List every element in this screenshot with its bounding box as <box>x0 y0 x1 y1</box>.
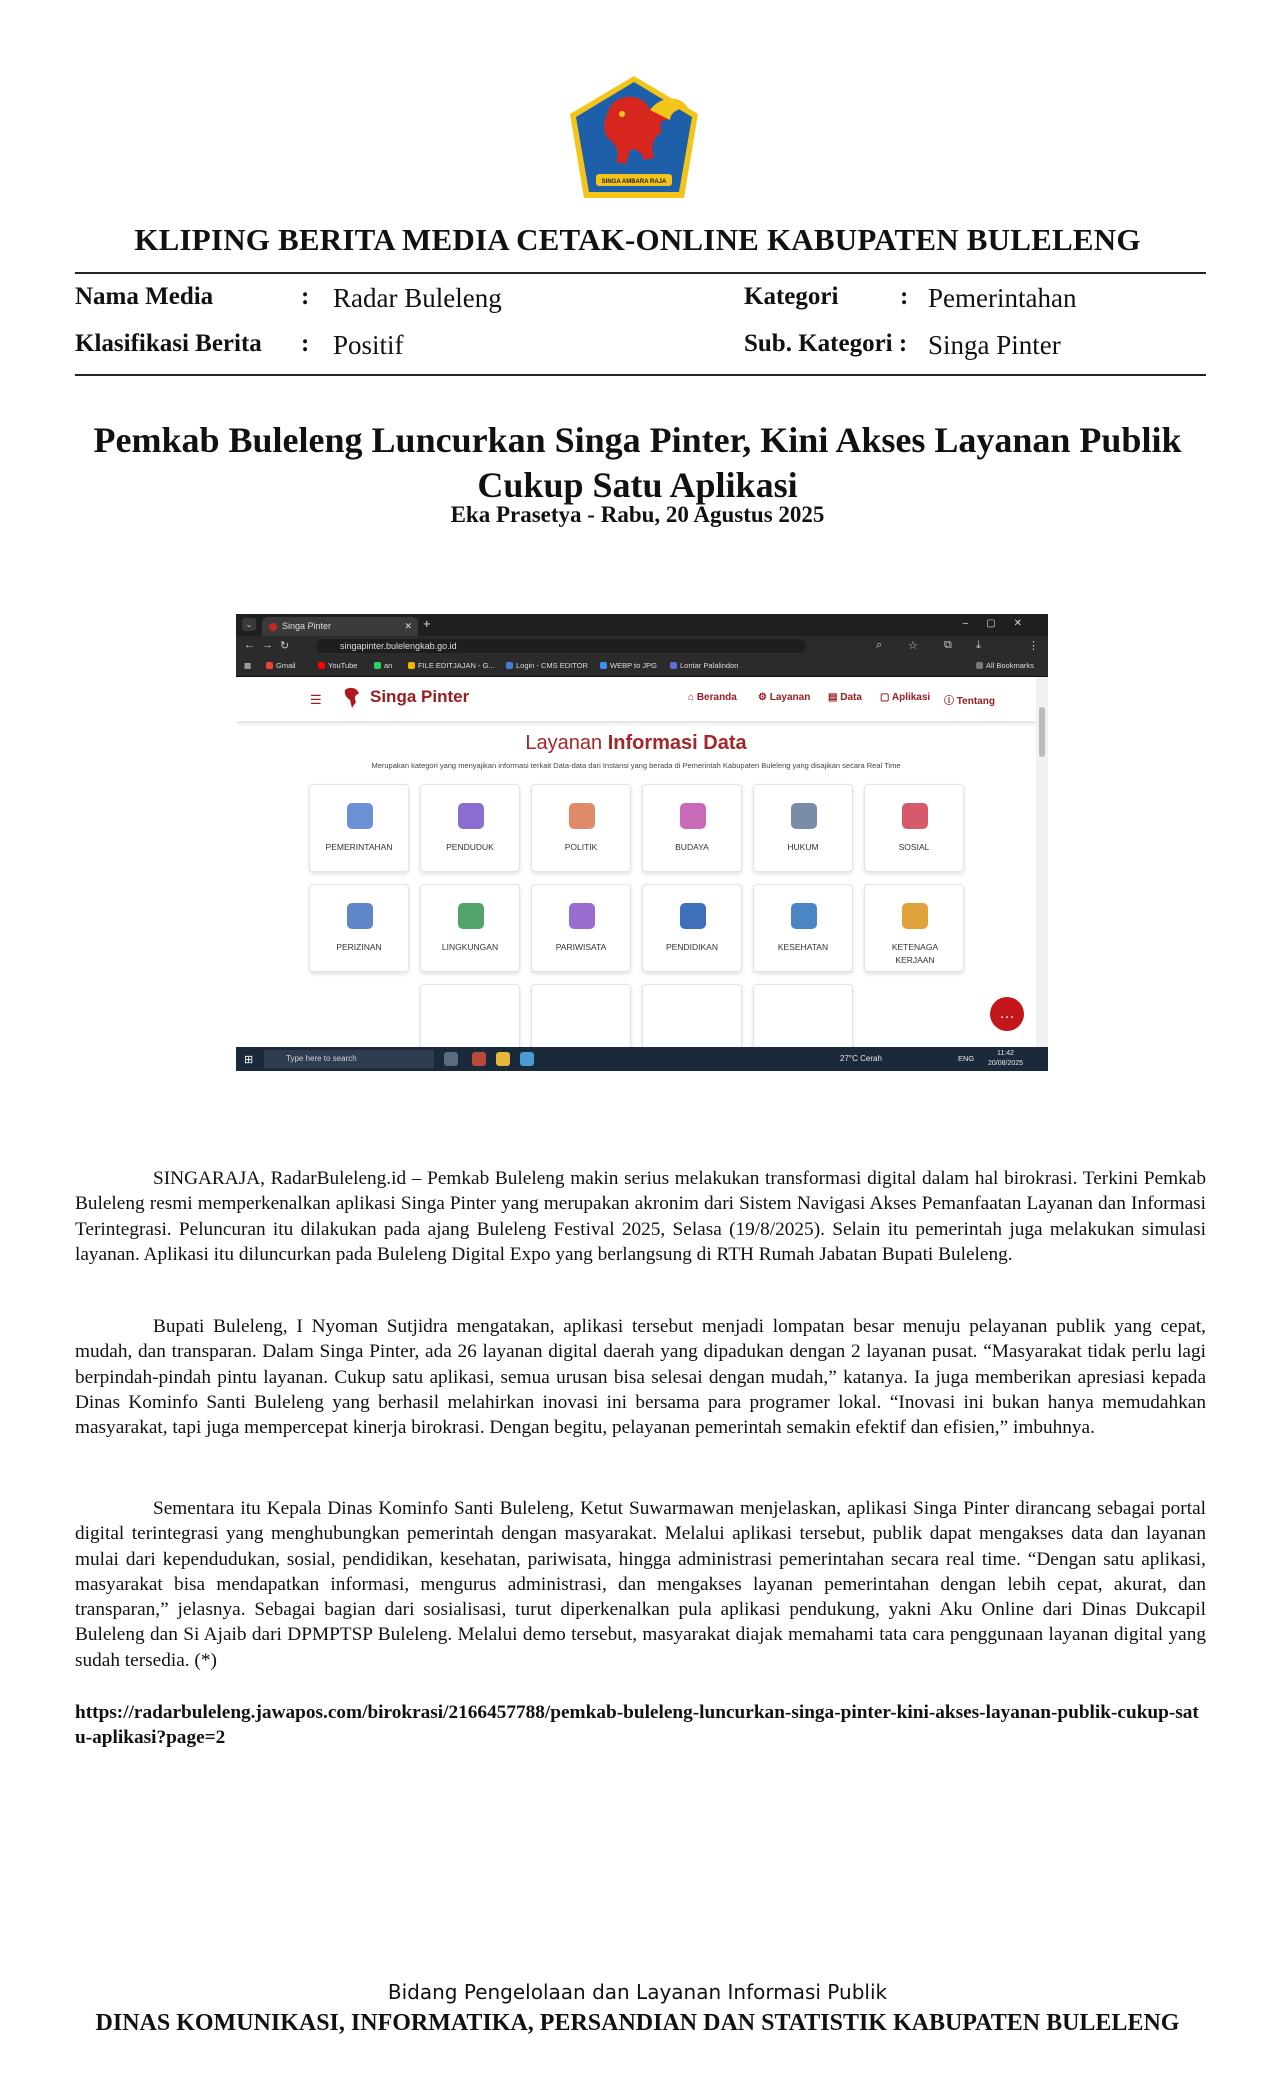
download-icon[interactable]: ⤓ <box>976 639 981 651</box>
source-link[interactable]: https://radarbuleleng.jawapos.com/birokrasi/2166457788/pemkab-buleleng-luncurkan-singa-pinter-kini-akses-layanan-publik-cukup-satu-aplikasi?page=2 <box>75 1702 1199 1748</box>
site-header <box>236 677 1036 721</box>
taskbar-search-input[interactable]: Type here to search <box>264 1050 434 1068</box>
store-app-icon[interactable] <box>520 1052 534 1066</box>
bookmark-label: Lontar Palalindon <box>680 661 739 670</box>
card-pariwisata[interactable] <box>531 884 631 972</box>
podium-icon <box>569 803 595 829</box>
bookmark-item[interactable] <box>506 661 588 670</box>
clock-time: 11:42 <box>997 1050 1015 1057</box>
nav-label: Beranda <box>696 692 737 703</box>
card-label: KESEHATAN <box>777 942 829 952</box>
browser-tabbar <box>236 614 1048 636</box>
nav-label: Data <box>840 692 862 703</box>
explorer-app-icon[interactable] <box>496 1052 510 1066</box>
task-view-icon[interactable] <box>444 1052 458 1066</box>
handshake-icon <box>902 803 928 829</box>
card-label: PENDIDIKAN <box>666 942 718 952</box>
nav-aplikasi[interactable]: ▢ Aplikasi <box>880 692 931 703</box>
window-controls-icon[interactable]: –▢✕ <box>962 618 1040 629</box>
footer-department: Bidang Pengelolaan dan Layanan Informasi Publik <box>387 1980 888 2004</box>
card-kesehatan[interactable] <box>753 884 853 972</box>
card-label: KETENAGA KERJAAN <box>891 942 939 965</box>
clock-date: 20/08/2025 <box>988 1060 1024 1067</box>
bookmark-item[interactable] <box>670 661 738 670</box>
back-icon[interactable]: ← <box>244 639 255 651</box>
bookmark-label: Gmail <box>276 661 296 670</box>
globe-icon <box>458 903 484 929</box>
scrollbar-thumb[interactable] <box>1039 707 1045 757</box>
bookmark-label: WEBP to JPG <box>610 661 657 670</box>
page-scrollbar[interactable] <box>1036 677 1048 1047</box>
nav-layanan[interactable]: ⚙ Layanan <box>758 692 811 703</box>
card-label: PENDUDUK <box>446 842 494 852</box>
browser-tab[interactable] <box>262 617 418 636</box>
map-pin-icon <box>569 903 595 929</box>
footer-agency: DINAS KOMUNIKASI, INFORMATIKA, PERSANDIAN DAN STATISTIK KABUPATEN BULELENG <box>95 2010 1180 2036</box>
logo-motto: SINGA AMBARA RAJA <box>601 179 667 185</box>
article-paragraph: SINGARAJA, RadarBuleleng.id – Pemkab Buleleng makin serius melakukan transformasi digital dalam hal birokrasi. Terkini Pemkab Buleleng resmi memperkenalkan aplikasi Singa Pinter yang merupakan akronim dari Sistem Navigasi Akses Pemanfaatan Layanan dan Informasi Terintegrasi. Peluncuran itu dilakukan pada ajang Buleleng Festival 2025, Selasa (19/8/2025). Selain itu pemerintah juga melakukan simulasi layanan. Aplikasi itu diluncurkan pada Buleleng Digital Expo yang berlangsung di RTH Rumah Jabatan Bupati Buleleng. <box>75 1168 1206 1265</box>
card-label: PEMERINTAHAN <box>325 842 393 852</box>
menu-toggle-icon[interactable]: ☰ <box>310 692 322 707</box>
taskbar-language[interactable]: ENG <box>958 1054 975 1063</box>
article-screenshot <box>236 614 1048 1071</box>
forward-icon[interactable]: → <box>262 639 273 651</box>
klasifikasi-value: Positif <box>333 330 404 360</box>
more-icon[interactable]: ⋮ <box>1028 640 1039 652</box>
building-icon <box>347 803 373 829</box>
apps-icon[interactable]: ▦ <box>244 661 252 670</box>
nav-data[interactable]: ▤ Data <box>828 692 862 703</box>
site-brand[interactable]: Singa Pinter <box>370 687 470 706</box>
bookmark-label: FILE EDITJAJAN - G... <box>418 661 495 670</box>
medical-clipboard-icon <box>791 903 817 929</box>
windows-start-icon[interactable]: ⊞ <box>244 1054 254 1066</box>
card-politik[interactable] <box>531 784 631 872</box>
bookmark-label: All Bookmarks <box>986 661 1034 670</box>
scales-icon <box>791 803 817 829</box>
site-viewport <box>236 677 1036 1047</box>
kategori-value: Pemerintahan <box>928 283 1077 313</box>
bookmark-label: Login - CMS EDITOR <box>516 661 588 670</box>
clipping-title: KLIPING BERITA MEDIA CETAK-ONLINE KABUPATEN BULELENG <box>134 222 1141 257</box>
taskbar-clock[interactable] <box>988 1049 1023 1069</box>
card-pemerintahan[interactable] <box>309 784 409 872</box>
bookmark-item[interactable] <box>318 661 357 670</box>
nav-label: Aplikasi <box>891 692 931 703</box>
bookmark-item[interactable] <box>374 661 392 670</box>
article-paragraph: Sementara itu Kepala Dinas Kominfo Santi Buleleng, Ketut Suwarmawan menjelaskan, aplikasi Singa Pinter dirancang sebagai portal digital terintegrasi yang menghubungkan pemerintah dengan masyarakat. Melalui aplikasi tersebut, publik dapat mengakses data dan layanan mulai dari kependudukan, sosial, pendidikan, kesehatan, pariwisata, hingga administrasi pemerintahan secara real time. “Dengan satu aplikasi, masyarakat bisa mendapatkan informasi, mengurus administrasi, dan mengakses layanan pemerintahan dengan lebih cepat, akurat, dan transparan,” jelasnya. Sebagai bagian dari sosialisasi, turut diperkenalkan pula aplikasi pendukung, yakni Aku Online dari Dinas Dukcapil Buleleng dan Si Ajaib dari DPMPTSP Buleleng. Melalui demo tersebut, masyarakat diajak memahami tata cara penggunaan layanan digital yang sudah tersedia. (*) <box>75 1498 1206 1671</box>
card-ketenagakerjaan[interactable] <box>864 884 964 972</box>
bookmark-label: YouTube <box>328 661 358 670</box>
bookmarks-bar <box>236 656 1048 677</box>
browser-addressbar <box>236 636 1048 656</box>
tab-close-icon[interactable]: ✕ <box>404 621 412 631</box>
people-icon <box>458 803 484 829</box>
bookmark-label: an <box>384 661 393 670</box>
card-label: POLITIK <box>564 842 598 852</box>
klasifikasi-label: Klasifikasi Berita <box>75 330 262 357</box>
reload-icon[interactable]: ↻ <box>280 640 290 652</box>
kategori-label: Kategori <box>744 283 839 310</box>
address-input[interactable]: singapinter.bulelengkab.go.id <box>316 639 806 653</box>
card-label: PARIWISATA <box>555 942 607 952</box>
id-card-icon <box>902 903 928 929</box>
graduation-cap-icon <box>680 903 706 929</box>
media-label: Nama Media <box>75 283 214 310</box>
tab-title: Singa Pinter <box>282 621 332 631</box>
media-colon: : <box>301 283 310 310</box>
nav-tentang[interactable]: ⓘ Tentang <box>944 696 995 707</box>
card-hukum[interactable] <box>753 784 853 872</box>
new-tab-icon[interactable]: + <box>423 616 431 631</box>
meta-rule <box>75 374 1206 376</box>
top-rule <box>75 272 1206 274</box>
card-perizinan[interactable] <box>309 884 409 972</box>
card-label: PERIZINAN <box>336 942 382 952</box>
bookmark-item[interactable] <box>600 661 657 670</box>
section-subtitle: Merupakan kategori yang menyajikan informasi terkait Data-data dari Instansi yang berada di Pemerintah Kabupaten Buleleng yang disajikan secara Real Time <box>371 761 901 770</box>
article-byline: Eka Prasetya - Rabu, 20 Agustus 2025 <box>450 502 825 527</box>
translate-icon[interactable]: ⌕ <box>876 639 883 651</box>
card-sosial[interactable] <box>864 784 964 872</box>
article-paragraph: Bupati Buleleng, I Nyoman Sutjidra mengatakan, aplikasi tersebut menjadi lompatan besar menuju pelayanan publik yang cepat, mudah, dan transparan. Dalam Singa Pinter, ada 26 layanan digital daerah yang dipadukan dengan 2 layanan pusat. “Masyarakat tidak perlu lagi berpindah-pindah pintu layanan. Cukup satu aplikasi, semua urusan bisa selesai dengan mudah,” katanya. Ia juga memberikan apresiasi kepada Dinas Kominfo Santi Buleleng yang berhasil melahirkan inovasi ini bersama para programer lokal. “Inovasi ini bukan hanya memudahkan masyarakat, tapi juga mempercepat kinerja birokrasi. Dengan begitu, pelayanan pemerintah semakin efektif dan efisien,” imbuhnya. <box>75 1316 1206 1439</box>
bookmark-item[interactable] <box>266 661 296 670</box>
subkategori-label: Sub. Kategori : <box>744 330 908 357</box>
buleleng-crest-icon <box>566 74 702 202</box>
card-penduduk[interactable] <box>420 784 520 872</box>
section-title <box>236 732 1036 755</box>
card-budaya[interactable] <box>642 784 742 872</box>
nav-beranda[interactable]: ⌂ Beranda <box>688 692 737 703</box>
card-lingkungan[interactable] <box>420 884 520 972</box>
card-label: SOSIAL <box>898 842 930 852</box>
tab-menu-icon[interactable]: ⌄ <box>242 618 256 631</box>
card-label: HUKUM <box>787 842 819 852</box>
bookmark-item[interactable] <box>408 661 495 670</box>
document-icon <box>347 903 373 929</box>
article-headline: Pemkab Buleleng Luncurkan Singa Pinter, Kini Akses Layanan Publik Cukup Satu Aplikasi <box>93 420 1182 505</box>
klasifikasi-colon: : <box>301 330 310 357</box>
theater-masks-icon <box>680 803 706 829</box>
star-icon[interactable]: ☆ <box>908 640 918 652</box>
section-title-bold: Informasi Data <box>607 732 747 754</box>
section-title-light: Layanan <box>525 732 603 754</box>
all-bookmarks[interactable] <box>976 661 1034 670</box>
media-value: Radar Buleleng <box>333 283 502 313</box>
favicon-icon <box>269 623 277 631</box>
nav-label: Layanan <box>769 692 811 703</box>
windows-taskbar <box>236 1047 1048 1071</box>
card-label: BUDAYA <box>675 842 709 852</box>
singa-pinter-logo-icon <box>342 686 362 710</box>
subkategori-value: Singa Pinter <box>928 330 1061 360</box>
extensions-icon[interactable]: ⧉ <box>944 639 952 651</box>
kategori-colon: : <box>900 283 909 310</box>
taskbar-weather[interactable]: 27°C Cerah <box>840 1054 882 1063</box>
chat-bubble-icon[interactable]: … <box>990 997 1024 1031</box>
card-pendidikan[interactable] <box>642 884 742 972</box>
nav-label: Tentang <box>956 696 995 707</box>
chrome-app-icon[interactable] <box>472 1052 486 1066</box>
card-label: LINGKUNGAN <box>441 942 499 952</box>
